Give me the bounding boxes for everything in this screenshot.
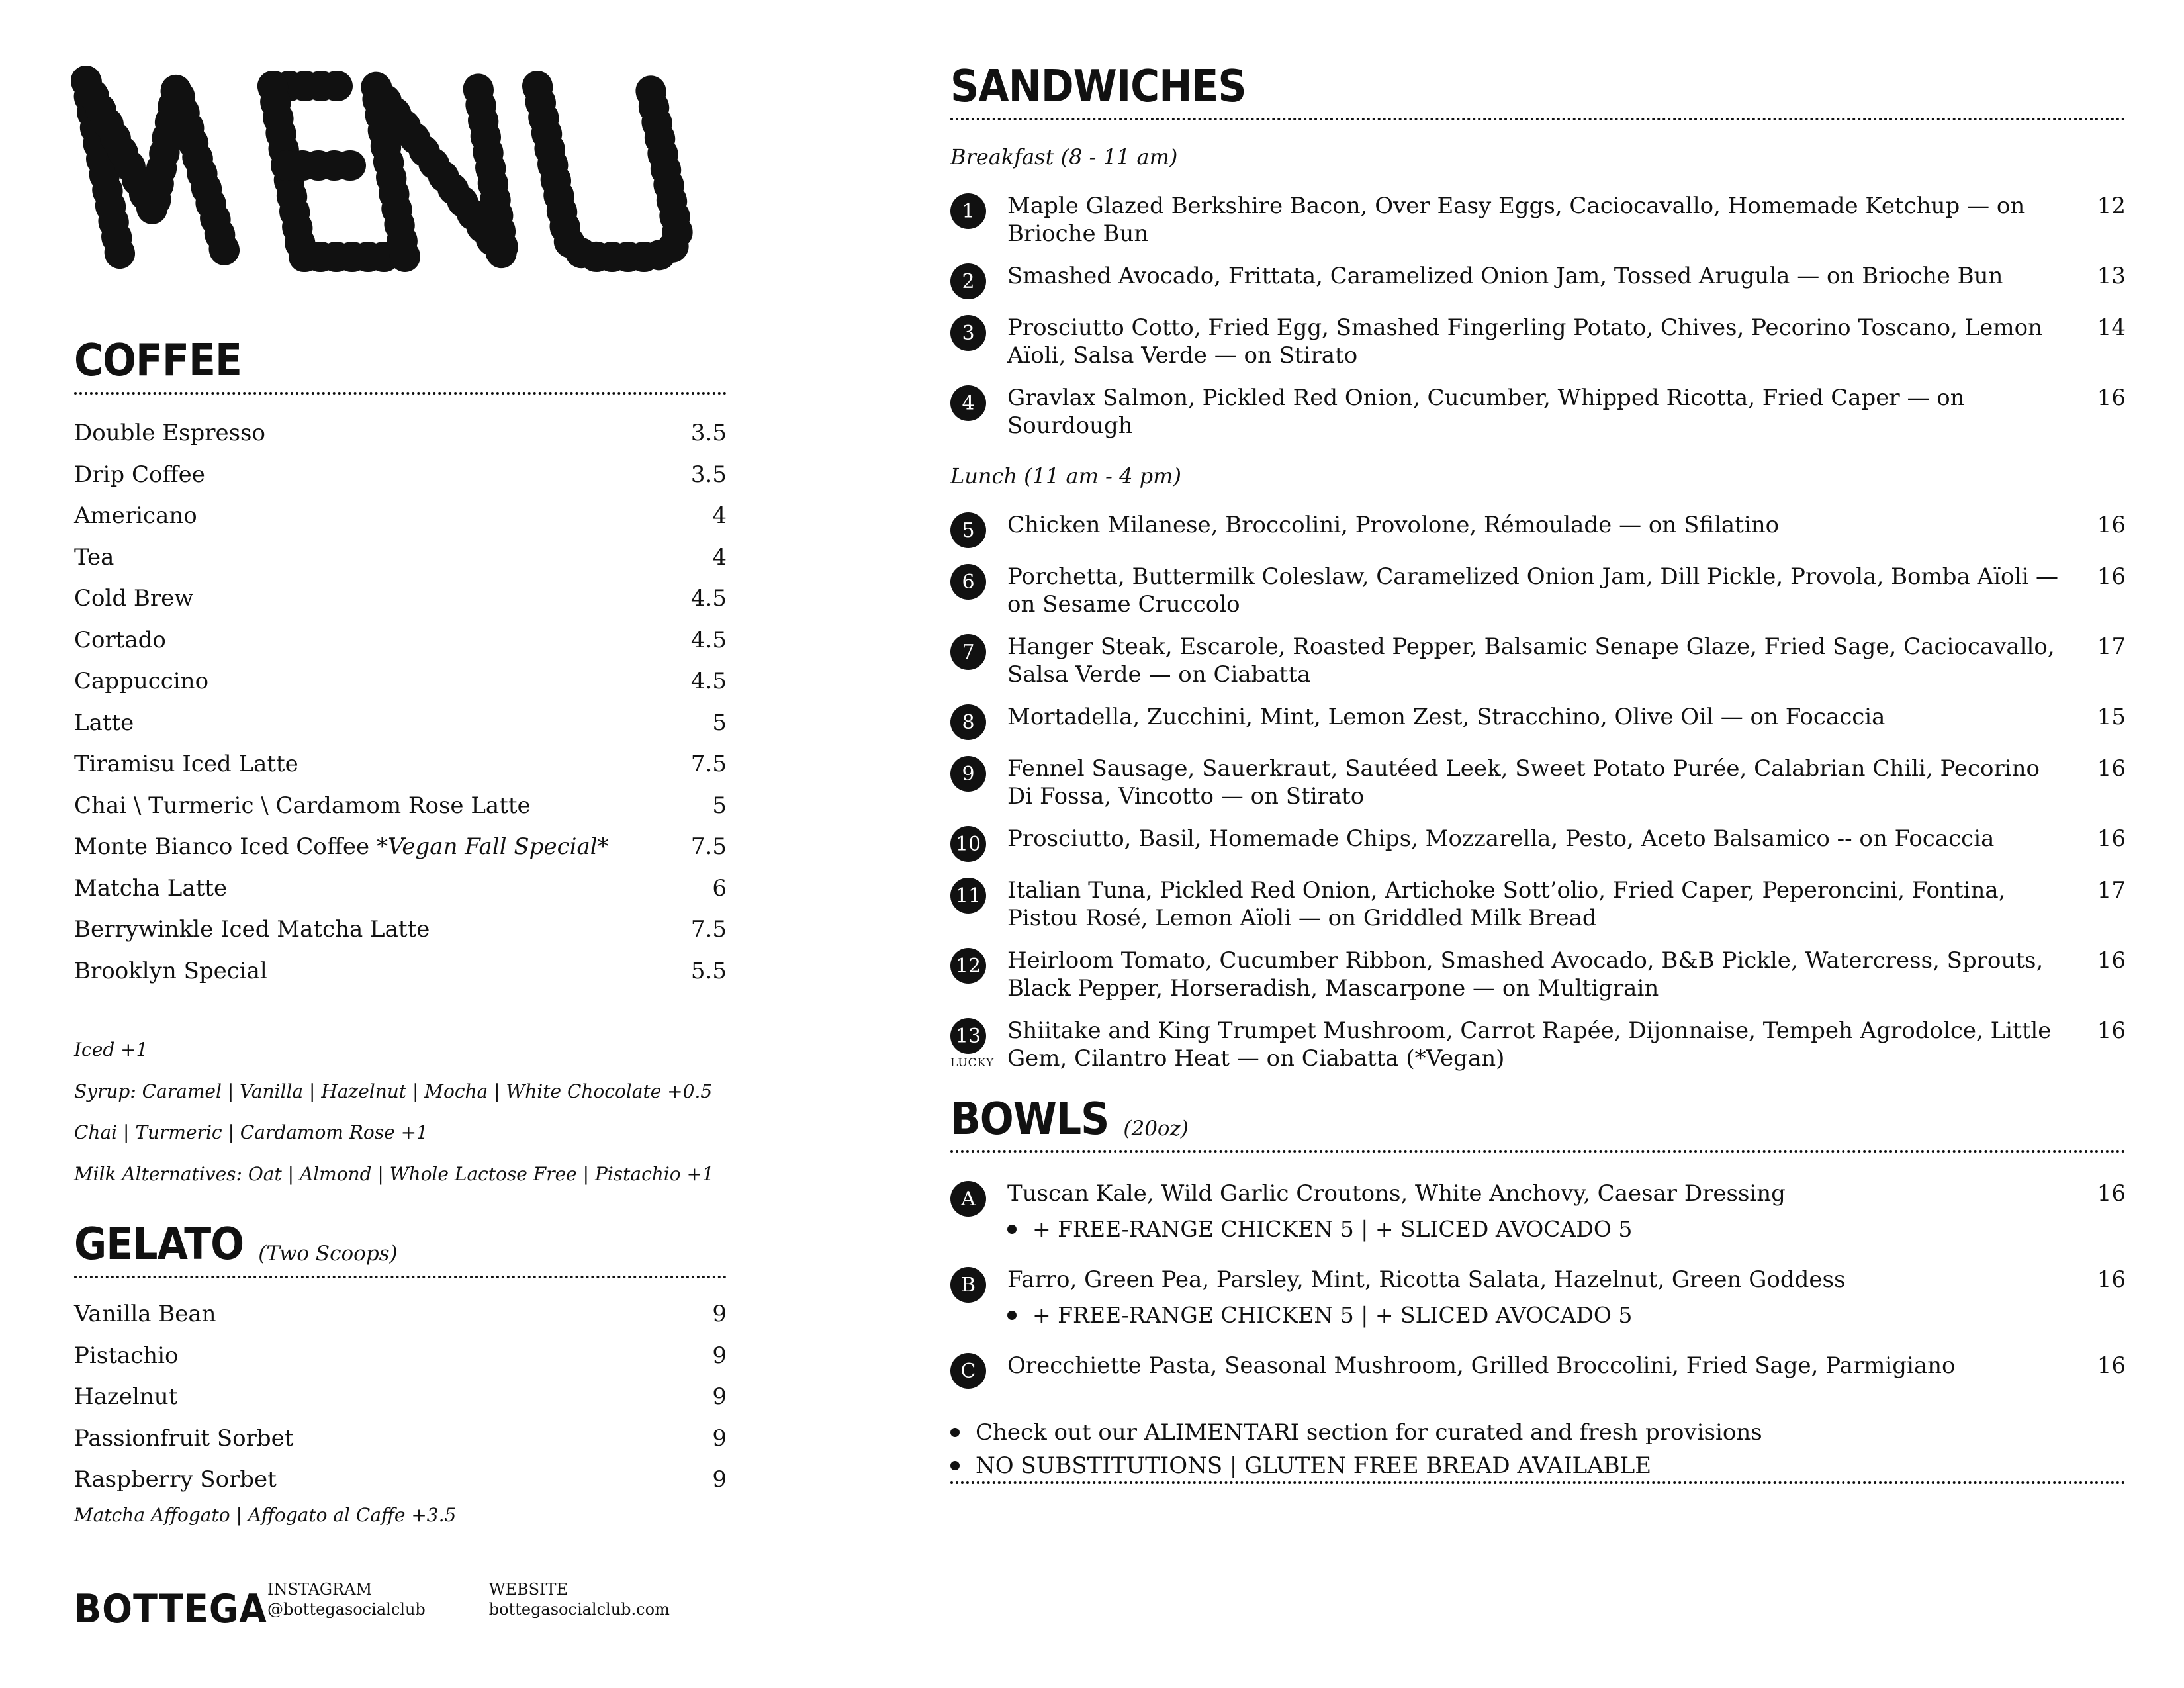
item-description: Smashed Avocado, Frittata, Caramelized Onion Jam, Tossed Arugula — on Brioche Bun bbox=[1007, 263, 2003, 289]
instagram-handle[interactable]: @bottegasocialclub bbox=[267, 1600, 426, 1618]
item-number-badge: 13 bbox=[950, 1018, 986, 1054]
bowl-item bbox=[950, 1180, 2126, 1243]
gelato-item: Pistachio 9 bbox=[74, 1342, 727, 1369]
item-price: 14 bbox=[2097, 314, 2126, 341]
coffee-item: Latte 5 bbox=[74, 709, 727, 736]
item-description: Chicken Milanese, Broccolini, Provolone, Rémoulade — on Sfilatino bbox=[1007, 512, 1780, 538]
item-number-badge: 4 bbox=[950, 385, 986, 421]
sandwich-item bbox=[950, 755, 2126, 810]
item-number-badge: 6 bbox=[950, 564, 986, 600]
coffee-item: Cappuccino 4.5 bbox=[74, 668, 727, 694]
gelato-item: Vanilla Bean 9 bbox=[74, 1301, 727, 1327]
coffee-item: Americano 4 bbox=[74, 502, 727, 529]
gelato-title: GELATO bbox=[74, 1218, 244, 1270]
coffee-item: Drip Coffee 3.5 bbox=[74, 461, 727, 488]
gelato-note: Matcha Affogato | Affogato al Caffe +3.5 bbox=[74, 1503, 457, 1526]
coffee-item: Tiramisu Iced Latte 7.5 bbox=[74, 751, 727, 777]
item-description: Orecchiette Pasta, Seasonal Mushroom, Grilled Broccolini, Fried Sage, Parmigiano bbox=[1007, 1352, 1956, 1379]
item-description: Prosciutto Cotto, Fried Egg, Smashed Fingerling Potato, Chives, Pecorino Toscano, Lemon Aïoli, Salsa Verde — on Stirato bbox=[1007, 314, 2042, 369]
item-price: 15 bbox=[2097, 704, 2126, 730]
item-number-badge: 5 bbox=[950, 512, 986, 548]
sandwich-item bbox=[950, 384, 2126, 440]
item-price: 16 bbox=[2097, 825, 2126, 852]
coffee-note: Chai | Turmeric | Cardamom Rose +1 bbox=[74, 1121, 428, 1143]
sandwich-item bbox=[950, 825, 2126, 862]
item-price: 17 bbox=[2097, 633, 2126, 660]
gelato-item: Passionfruit Sorbet 9 bbox=[74, 1425, 727, 1452]
item-price: 16 bbox=[2097, 1180, 2126, 1207]
instagram-info bbox=[267, 1579, 426, 1619]
coffee-notes bbox=[74, 1039, 727, 1204]
item-description: Prosciutto, Basil, Homemade Chips, Mozzarella, Pesto, Aceto Balsamico -- on Focaccia bbox=[1007, 825, 1995, 852]
bowl-item bbox=[950, 1352, 2126, 1389]
gelato-subtitle: (Two Scoops) bbox=[258, 1242, 398, 1266]
item-price: 13 bbox=[2097, 263, 2126, 289]
coffee-item: Cortado 4.5 bbox=[74, 626, 727, 653]
sandwich-item bbox=[950, 563, 2126, 618]
menu-logo-graphic bbox=[74, 56, 723, 278]
coffee-note: Syrup: Caramel | Vanilla | Hazelnut | Mocha | White Chocolate +0.5 bbox=[74, 1080, 713, 1102]
item-number-badge: 2 bbox=[950, 263, 986, 299]
item-number-badge: 10 bbox=[950, 826, 986, 862]
item-number-badge: 7 bbox=[950, 634, 986, 670]
lunch-label: Lunch (11 am - 4 pm) bbox=[950, 463, 1181, 489]
left-column bbox=[74, 56, 727, 1632]
coffee-item: Matcha Latte 6 bbox=[74, 874, 727, 902]
item-description: Maple Glazed Berkshire Bacon, Over Easy Eggs, Caciocavallo, Homemade Ketchup — on Brioche Bun bbox=[1007, 193, 2025, 247]
website-link[interactable]: bottegasocialclub.com bbox=[488, 1600, 670, 1618]
item-description: Gravlax Salmon, Pickled Red Onion, Cucumber, Whipped Ricotta, Fried Caper — on Sourdough bbox=[1007, 385, 1965, 439]
item-number-badge: 12 bbox=[950, 948, 986, 984]
item-letter-badge: A bbox=[950, 1181, 986, 1217]
bullet-icon bbox=[1007, 1311, 1017, 1320]
coffee-item: Berrywinkle Iced Matcha Latte 7.5 bbox=[74, 916, 727, 943]
item-price: 16 bbox=[2097, 755, 2126, 782]
bowl-item bbox=[950, 1266, 2126, 1329]
brand-name: BOTTEGA bbox=[74, 1586, 267, 1632]
coffee-item: Tea 4 bbox=[74, 543, 727, 571]
item-number-badge: 9 bbox=[950, 756, 986, 792]
right-column bbox=[950, 60, 2126, 1484]
gelato-list bbox=[74, 1301, 727, 1508]
item-description: Italian Tuna, Pickled Red Onion, Artichoke Sott’olio, Fried Caper, Peperoncini, Fontina, Pistou Rosé, Lemon Aïoli — on Griddled Milk Bread bbox=[1007, 877, 2006, 931]
item-description: Farro, Green Pea, Parsley, Mint, Ricotta Salata, Hazelnut, Green Goddess bbox=[1007, 1266, 1846, 1293]
sandwich-item bbox=[950, 314, 2126, 369]
website-info bbox=[489, 1579, 670, 1619]
sandwich-item bbox=[950, 511, 2126, 548]
gelato-header bbox=[74, 1218, 727, 1278]
menu-logo bbox=[74, 56, 727, 281]
sandwich-item bbox=[950, 947, 2126, 1002]
bullet-icon bbox=[950, 1461, 960, 1470]
item-price: 16 bbox=[2097, 1266, 2126, 1293]
item-price: 16 bbox=[2097, 1352, 2126, 1379]
coffee-title: COFFEE bbox=[74, 334, 242, 387]
coffee-item: Cold Brew 4.5 bbox=[74, 585, 727, 612]
item-price: 16 bbox=[2097, 563, 2126, 590]
lucky-tag: LUCKY bbox=[950, 1056, 995, 1070]
item-price: 17 bbox=[2097, 877, 2126, 904]
addon-line: + FREE-RANGE CHICKEN 5 | + SLICED AVOCADO 5 bbox=[1007, 1215, 2060, 1243]
item-letter-badge: C bbox=[950, 1353, 986, 1389]
item-number-badge: 3 bbox=[950, 315, 986, 351]
item-letter-badge: B bbox=[950, 1267, 986, 1303]
footnote: NO SUBSTITUTIONS | GLUTEN FREE BREAD AVAILABLE bbox=[950, 1450, 2126, 1484]
sandwich-item bbox=[950, 876, 2126, 932]
item-number-badge: 8 bbox=[950, 704, 986, 740]
bowls-list bbox=[950, 1180, 2126, 1389]
coffee-item: Monte Bianco Iced Coffee *Vegan Fall Special* 7.5 bbox=[74, 833, 727, 860]
footnotes bbox=[950, 1415, 2126, 1484]
coffee-header bbox=[74, 334, 727, 395]
sandwich-item bbox=[950, 262, 2126, 299]
bowls-header bbox=[950, 1093, 2126, 1153]
coffee-item: Brooklyn Special 5.5 bbox=[74, 957, 727, 984]
item-description: Hanger Steak, Escarole, Roasted Pepper, Balsamic Senape Glaze, Fried Sage, Caciocavallo, Salsa Verde — on Ciabatta bbox=[1007, 633, 2055, 688]
item-description: Fennel Sausage, Sauerkraut, Sautéed Leek, Sweet Potato Purée, Calabrian Chili, Pecorino Di Fossa, Vincotto — on Stirato bbox=[1007, 755, 2040, 810]
item-price: 12 bbox=[2097, 193, 2126, 219]
item-number-badge: 11 bbox=[950, 878, 986, 914]
sandwich-item bbox=[950, 633, 2126, 688]
footer bbox=[74, 1579, 727, 1632]
item-price: 16 bbox=[2097, 1017, 2126, 1044]
coffee-note: Milk Alternatives: Oat | Almond | Whole Lactose Free | Pistachio +1 bbox=[74, 1162, 714, 1185]
sandwich-item bbox=[950, 1017, 2126, 1072]
item-description: Porchetta, Buttermilk Coleslaw, Caramelized Onion Jam, Dill Pickle, Provola, Bomba Aïoli — on Sesame Cruccolo bbox=[1007, 563, 2059, 618]
addon-line: + FREE-RANGE CHICKEN 5 | + SLICED AVOCADO 5 bbox=[1007, 1301, 2060, 1329]
website-label: WEBSITE bbox=[488, 1580, 569, 1599]
bullet-icon bbox=[1007, 1225, 1017, 1234]
sandwiches-title: SANDWICHES bbox=[950, 60, 1246, 113]
instagram-label: INSTAGRAM bbox=[267, 1580, 373, 1599]
footnote: Check out our ALIMENTARI section for curated and fresh provisions bbox=[950, 1415, 2126, 1450]
item-number-badge: 1 bbox=[950, 193, 986, 229]
item-description: Heirloom Tomato, Cucumber Ribbon, Smashed Avocado, B&B Pickle, Watercress, Sprouts, Black Pepper, Horseradish, Mascarpone — on Multigrain bbox=[1007, 947, 2044, 1002]
sandwich-item bbox=[950, 192, 2126, 248]
item-price: 16 bbox=[2097, 512, 2126, 538]
gelato-item: Hazelnut 9 bbox=[74, 1383, 727, 1410]
breakfast-label: Breakfast (8 - 11 am) bbox=[950, 144, 1178, 169]
item-description: Shiitake and King Trumpet Mushroom, Carrot Rapée, Dijonnaise, Tempeh Agrodolce, Little Gem, Cilantro Heat — on Ciabatta (*Vegan) bbox=[1007, 1017, 2052, 1072]
item-price: 16 bbox=[2097, 947, 2126, 974]
item-price: 16 bbox=[2097, 385, 2126, 411]
sandwiches-header bbox=[950, 60, 2126, 120]
bullet-icon bbox=[950, 1428, 960, 1437]
sandwich-item bbox=[950, 703, 2126, 740]
coffee-list bbox=[74, 420, 727, 999]
vegan-special-note: *Vegan Fall Special* bbox=[376, 833, 609, 860]
menu-logo-text: MENU bbox=[74, 56, 111, 69]
bowls-subtitle: (20oz) bbox=[1123, 1117, 1189, 1141]
item-description: Tuscan Kale, Wild Garlic Croutons, White Anchovy, Caesar Dressing bbox=[1007, 1180, 1786, 1207]
coffee-item: Double Espresso 3.5 bbox=[74, 420, 727, 446]
item-description: Mortadella, Zucchini, Mint, Lemon Zest, Stracchino, Olive Oil — on Focaccia bbox=[1007, 704, 1886, 730]
coffee-note: Iced +1 bbox=[74, 1039, 148, 1060]
gelato-item: Raspberry Sorbet 9 bbox=[74, 1466, 727, 1493]
bowls-title: BOWLS bbox=[950, 1093, 1109, 1145]
coffee-item: Chai \ Turmeric \ Cardamom Rose Latte 5 bbox=[74, 792, 727, 819]
